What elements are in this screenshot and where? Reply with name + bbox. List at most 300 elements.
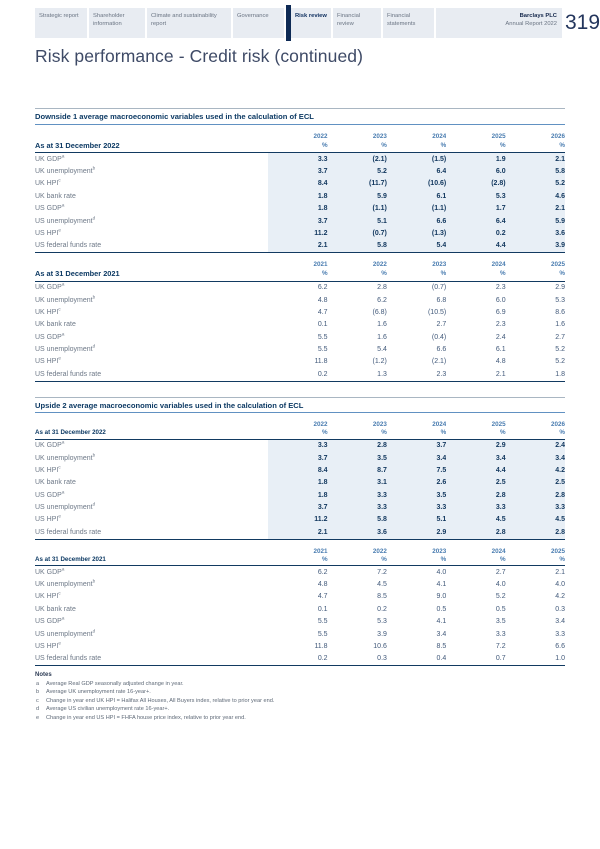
row-label: UK unemployment$^b$ — [35, 294, 96, 304]
row-label: US HPI$^e$ — [35, 356, 61, 366]
cell-value: 3.3 — [446, 501, 505, 513]
as-at-label: As at 31 December 2022 — [35, 140, 268, 153]
note-letter: d — [36, 706, 40, 713]
row-label: US unemployment$^d$ — [35, 628, 96, 638]
cell-value: 5.8 — [328, 514, 387, 526]
cell-value: 3.3 — [495, 630, 506, 638]
as-at-label: As at 31 December 2021 — [35, 555, 268, 566]
nav-tab-shareholder-information[interactable]: Shareholder information — [89, 8, 145, 38]
table-corner — [35, 540, 268, 555]
table-row-us-hpi — [35, 640, 565, 652]
cell-value: 3.7 — [268, 501, 327, 513]
cell-value: 6.9 — [495, 308, 506, 316]
cell-value: 3.3 — [328, 489, 387, 501]
cell-value: 4.2 — [555, 593, 565, 601]
cell-value: 8.6 — [555, 308, 565, 316]
cell-value: 0.5 — [436, 605, 447, 613]
table-row-us-gdp — [35, 489, 565, 501]
cell-value: 9.0 — [436, 593, 447, 601]
percent-header-row — [35, 268, 565, 281]
cell-value: 11.8 — [314, 642, 328, 650]
cell-value: 5.2 — [555, 358, 565, 366]
cell-value: 4.0 — [555, 581, 565, 589]
cell-value: 3.4 — [555, 618, 565, 626]
row-label: UK bank rate — [35, 192, 76, 200]
cell-value: 0.2 — [268, 653, 327, 666]
cell-value: (0.4) — [431, 333, 447, 341]
cell-value: 2.8 — [446, 526, 505, 539]
cell-value: 3.5 — [328, 452, 387, 464]
note-item-c — [35, 697, 565, 705]
cell-value: 2.8 — [446, 489, 505, 501]
section-title: Upside 2 average macroeconomic variables used in the calculation of ECL — [35, 397, 565, 414]
table-row-uk-gdp — [35, 153, 565, 166]
content — [35, 108, 565, 722]
cell-value: 8.5 — [377, 593, 387, 601]
cell-value: (1.3) — [387, 227, 446, 239]
note-item-e — [35, 714, 565, 722]
cell-value: 3.3 — [328, 501, 387, 513]
table-row-uk-unemployment — [35, 578, 565, 590]
cell-value: 4.0 — [495, 581, 506, 589]
cell-value: 2.3 — [495, 284, 506, 292]
row-label: US unemployment$^d$ — [35, 501, 96, 512]
cell-value: 3.3 — [506, 501, 565, 513]
cell-value: 8.5 — [436, 642, 447, 650]
percent-header: % — [328, 140, 387, 153]
table-row-us-gdp — [35, 616, 565, 628]
cell-value: 3.7 — [268, 215, 327, 227]
cell-value: (1.1) — [328, 203, 387, 215]
cell-value: 4.7 — [317, 593, 328, 601]
note-text: Average Real GDP seasonally adjusted change in year. — [46, 681, 184, 687]
cell-value: 5.9 — [328, 190, 387, 202]
table-row-us-gdp — [35, 203, 565, 215]
year-header: 2021 — [313, 547, 328, 555]
year-header: 2024 — [491, 547, 506, 555]
cell-value: 0.3 — [328, 653, 387, 666]
table-row-uk-bank-rate — [35, 319, 565, 331]
cell-value: 3.5 — [387, 489, 446, 501]
cell-value: 0.5 — [495, 605, 506, 613]
cell-value: 3.4 — [506, 452, 565, 464]
cell-value: (1.1) — [387, 203, 446, 215]
cell-value: 6.2 — [317, 568, 328, 576]
cell-value: 5.2 — [495, 593, 506, 601]
row-label: US GDP$^a$ — [35, 489, 65, 499]
header — [35, 8, 600, 38]
cell-value: 6.6 — [436, 346, 447, 354]
cell-value: (11.7) — [328, 178, 387, 190]
cell-value: 0.1 — [317, 605, 328, 613]
cell-value: (6.8) — [372, 308, 387, 316]
cell-value: 2.1 — [506, 153, 565, 166]
note-text: Average UK unemployment rate 16-year+. — [46, 689, 151, 696]
percent-header-row — [35, 428, 565, 439]
year-header: 2025 — [491, 132, 506, 140]
table-row-uk-unemployment — [35, 165, 565, 177]
cell-value: 5.4 — [387, 240, 446, 253]
year-header: 2024 — [432, 132, 447, 140]
cell-value: 2.9 — [387, 526, 446, 539]
cell-value: 2.1 — [446, 368, 505, 381]
cell-value: 2.5 — [446, 477, 505, 489]
cell-value: 3.9 — [506, 240, 565, 253]
table-row-us-federal-funds-rate — [35, 240, 565, 253]
row-label: UK GDP$^a$ — [35, 566, 65, 576]
row-label: UK GDP$^a$ — [35, 153, 65, 163]
row-label: US HPI$^e$ — [35, 640, 61, 650]
year-header: 2022 — [372, 261, 387, 268]
table-row-us-unemployment — [35, 628, 565, 640]
cell-value: 11.2 — [268, 514, 327, 526]
percent-header: % — [506, 555, 565, 566]
cell-value: 7.2 — [377, 568, 387, 576]
percent-header: % — [506, 428, 565, 439]
page-number: 319 — [565, 11, 600, 34]
year-header: 2022 — [313, 421, 328, 428]
note-letter: b — [36, 689, 40, 696]
cell-value: 5.5 — [317, 618, 328, 626]
table-row-us-gdp — [35, 331, 565, 343]
cell-value: 2.3 — [387, 368, 446, 381]
cell-value: 1.8 — [268, 489, 327, 501]
year-header: 2026 — [550, 132, 565, 140]
cell-value: 1.7 — [446, 203, 505, 215]
cell-value: 3.6 — [506, 227, 565, 239]
cell-value: 1.9 — [446, 153, 505, 166]
row-label: UK unemployment$^b$ — [35, 165, 96, 176]
table-row-us-federal-funds-rate — [35, 653, 565, 666]
table-row-us-unemployment — [35, 501, 565, 513]
table-row-uk-gdp — [35, 566, 565, 579]
table-row-us-federal-funds-rate — [35, 368, 565, 381]
cell-value: 5.1 — [328, 215, 387, 227]
cell-value: 1.0 — [506, 653, 565, 666]
year-header-row — [35, 540, 565, 555]
cell-value: 3.9 — [377, 630, 387, 638]
cell-value: 2.1 — [268, 240, 327, 253]
percent-header: % — [387, 140, 446, 153]
cell-value: 0.1 — [317, 321, 328, 329]
row-label: US federal funds rate — [35, 368, 268, 381]
note-text: Change in year end US HPI = FHFA house price index, relative to prior year end. — [46, 714, 246, 721]
note-text: Change in year end UK HPI = Halifax All Houses, All Buyers index, relative to prior year end. — [46, 697, 275, 704]
cell-value: 3.5 — [495, 618, 506, 626]
cell-value: 4.7 — [317, 308, 328, 316]
percent-header: % — [446, 428, 505, 439]
percent-header: % — [446, 268, 505, 281]
year-header-row — [35, 253, 565, 268]
cell-value: 2.4 — [506, 439, 565, 452]
cell-value: 2.6 — [387, 477, 446, 489]
cell-value: 2.3 — [495, 321, 506, 329]
cell-value: 4.4 — [446, 240, 505, 253]
section-title: Downside 1 average macroeconomic variables used in the calculation of ECL — [35, 108, 565, 125]
note-text: Average US civilian unemployment rate 16-year+. — [46, 706, 170, 713]
cell-value: 0.7 — [446, 653, 505, 666]
table-corner — [35, 413, 268, 428]
cell-value: 10.6 — [373, 642, 387, 650]
cell-value: 1.8 — [268, 203, 327, 215]
cell-value: 2.7 — [436, 321, 447, 329]
brand-report-year: Annual Report 2022 — [505, 21, 557, 28]
percent-header: % — [446, 555, 505, 566]
row-label: US GDP$^a$ — [35, 202, 65, 213]
table-row-us-unemployment — [35, 343, 565, 355]
cell-value: 3.4 — [387, 452, 446, 464]
cell-value: 5.3 — [446, 190, 505, 202]
cell-value: 0.2 — [446, 227, 505, 239]
cell-value: 5.8 — [506, 165, 565, 177]
cell-value: (0.7) — [431, 284, 447, 292]
as-at-label: As at 31 December 2021 — [35, 268, 268, 281]
percent-header: % — [268, 268, 327, 281]
year-header: 2025 — [491, 421, 506, 428]
cell-value: 7.2 — [495, 642, 506, 650]
note-letter: a — [36, 681, 40, 687]
row-label: UK GDP$^a$ — [35, 439, 65, 450]
cell-value: (10.6) — [387, 178, 446, 190]
cell-value: 2.7 — [555, 333, 565, 341]
cell-value: 2.1 — [268, 526, 327, 539]
as-at-label: As at 31 December 2022 — [35, 428, 268, 439]
cell-value: 11.8 — [314, 358, 328, 366]
year-header: 2023 — [432, 261, 447, 268]
cell-value: 8.4 — [268, 178, 327, 190]
cell-value: 3.7 — [268, 165, 327, 177]
percent-header: % — [387, 428, 446, 439]
cell-value: 11.2 — [268, 227, 327, 239]
cell-value: 2.8 — [506, 526, 565, 539]
note-item-b — [35, 688, 565, 696]
cell-value: 4.5 — [446, 514, 505, 526]
cell-value: 4.1 — [436, 618, 447, 626]
year-header: 2024 — [432, 421, 447, 428]
cell-value: (2.8) — [446, 178, 505, 190]
cell-value: 4.8 — [317, 581, 328, 589]
cell-value: 8.4 — [268, 464, 327, 476]
cell-value: 1.3 — [328, 368, 387, 381]
cell-value: 5.2 — [506, 178, 565, 190]
cell-value: 3.1 — [328, 477, 387, 489]
cell-value: 2.5 — [506, 477, 565, 489]
year-header: 2023 — [372, 132, 387, 140]
row-label: UK bank rate — [35, 605, 76, 613]
note-item-d — [35, 705, 565, 713]
cell-value: 4.5 — [506, 514, 565, 526]
cell-value: 3.3 — [268, 439, 327, 452]
percent-header: % — [506, 268, 565, 281]
cell-value: 5.1 — [387, 514, 446, 526]
cell-value: 2.1 — [506, 203, 565, 215]
row-label: US HPI$^e$ — [35, 514, 61, 524]
macro-table-as-at-31-december-2022 — [35, 125, 565, 254]
percent-header: % — [268, 140, 327, 153]
year-header: 2024 — [491, 261, 506, 268]
row-label: US GDP$^a$ — [35, 615, 65, 626]
cell-value: 3.4 — [446, 452, 505, 464]
cell-value: 6.8 — [436, 296, 447, 304]
cell-value: 4.8 — [495, 358, 506, 366]
cell-value: 3.6 — [328, 526, 387, 539]
table-row-uk-bank-rate — [35, 477, 565, 489]
table-row-us-federal-funds-rate — [35, 526, 565, 539]
cell-value: 0.2 — [268, 368, 327, 381]
row-label: US GDP$^a$ — [35, 331, 65, 341]
cell-value: 3.3 — [268, 153, 327, 166]
cell-value: (10.5) — [427, 308, 447, 316]
brand-name: Barclays PLC — [519, 13, 557, 19]
cell-value: 3.4 — [436, 630, 447, 638]
percent-header: % — [328, 555, 387, 566]
header-tabs — [35, 8, 434, 38]
nav-tab-strategic-report[interactable]: Strategic report — [35, 8, 87, 38]
macro-table-as-at-31-december-2021 — [35, 540, 565, 667]
cell-value: 5.8 — [328, 240, 387, 253]
brand-box — [436, 8, 562, 38]
table-row-uk-bank-rate — [35, 603, 565, 615]
cell-value: 4.1 — [436, 581, 447, 589]
percent-header: % — [328, 268, 387, 281]
table-row-uk-hpi — [35, 178, 565, 190]
cell-value: 2.8 — [328, 439, 387, 452]
row-label: UK unemployment$^b$ — [35, 578, 96, 589]
notes-list — [35, 680, 565, 722]
table-row-uk-unemployment — [35, 452, 565, 464]
row-label: UK HPI$^c$ — [35, 178, 61, 188]
year-header: 2023 — [432, 547, 447, 555]
cell-value: 5.3 — [555, 296, 565, 304]
row-label: US federal funds rate — [35, 526, 268, 539]
cell-value: 5.9 — [506, 215, 565, 227]
cell-value: (0.7) — [328, 227, 387, 239]
table-row-uk-hpi — [35, 464, 565, 476]
row-label: US federal funds rate — [35, 653, 268, 666]
cell-value: 8.7 — [328, 464, 387, 476]
table-row-us-hpi — [35, 356, 565, 368]
section-upside-2 — [35, 397, 565, 667]
row-label: UK unemployment$^b$ — [35, 452, 96, 462]
cell-value: 6.2 — [317, 284, 328, 292]
table-row-us-hpi — [35, 227, 565, 239]
percent-header: % — [268, 428, 327, 439]
cell-value: 6.0 — [495, 296, 506, 304]
row-label: UK HPI$^c$ — [35, 591, 61, 601]
cell-value: 6.6 — [387, 215, 446, 227]
year-header-row — [35, 413, 565, 428]
table-row-uk-hpi — [35, 306, 565, 318]
cell-value: (2.1) — [328, 153, 387, 166]
cell-value: 6.1 — [495, 346, 506, 354]
nav-tab-financial-review[interactable]: Financial review — [333, 8, 381, 38]
cell-value: 3.7 — [387, 439, 446, 452]
table-row-us-hpi — [35, 514, 565, 526]
table-row-uk-hpi — [35, 591, 565, 603]
cell-value: 3.3 — [387, 501, 446, 513]
cell-value: 6.0 — [446, 165, 505, 177]
notes-title: Notes — [35, 672, 52, 678]
cell-value: 1.8 — [268, 477, 327, 489]
year-header: 2025 — [550, 547, 565, 555]
note-item-a — [35, 680, 565, 688]
cell-value: (2.1) — [431, 358, 447, 366]
year-header: 2022 — [313, 132, 328, 140]
row-label: UK HPI$^c$ — [35, 306, 61, 316]
cell-value: 2.1 — [555, 568, 565, 576]
cell-value: 3.3 — [555, 630, 565, 638]
nav-tab-financial-statements[interactable]: Financial statements — [383, 8, 434, 38]
cell-value: 0.4 — [387, 653, 446, 666]
cell-value: 6.1 — [387, 190, 446, 202]
nav-tab-climate-and-sustainability-report[interactable]: Climate and sustainability report — [147, 8, 231, 38]
row-label: UK GDP$^a$ — [35, 281, 65, 292]
cell-value: 3.7 — [268, 452, 327, 464]
percent-header: % — [387, 268, 446, 281]
table-row-uk-gdp — [35, 281, 565, 294]
percent-header-row — [35, 555, 565, 566]
cell-value: 5.5 — [317, 630, 328, 638]
cell-value: 5.5 — [317, 346, 328, 354]
percent-header: % — [387, 555, 446, 566]
row-label: UK bank rate — [35, 321, 76, 329]
table-row-uk-unemployment — [35, 294, 565, 306]
notes — [35, 671, 565, 722]
nav-tab-governance[interactable]: Governance — [233, 8, 284, 38]
year-header-row — [35, 125, 565, 140]
row-label: US unemployment$^d$ — [35, 215, 96, 225]
cell-value: 6.2 — [377, 296, 387, 304]
cell-value: 6.6 — [555, 642, 565, 650]
macro-table-as-at-31-december-2021 — [35, 253, 565, 382]
cell-value: 2.4 — [495, 333, 506, 341]
cell-value: 0.2 — [377, 605, 387, 613]
year-header: 2021 — [313, 261, 328, 268]
cell-value: (1.2) — [372, 358, 387, 366]
year-header: 2022 — [372, 547, 387, 555]
row-label: US HPI$^e$ — [35, 227, 61, 237]
percent-header-row — [35, 140, 565, 153]
cell-value: 1.8 — [506, 368, 565, 381]
table-corner — [35, 125, 268, 140]
row-label: UK bank rate — [35, 479, 76, 487]
cell-value: 5.2 — [328, 165, 387, 177]
cell-value: 4.6 — [506, 190, 565, 202]
cell-value: 5.5 — [317, 333, 328, 341]
macro-table-as-at-31-december-2022 — [35, 413, 565, 540]
cell-value: 4.2 — [506, 464, 565, 476]
cell-value: 5.2 — [555, 346, 565, 354]
cell-value: 2.9 — [555, 284, 565, 292]
table-row-us-unemployment — [35, 215, 565, 227]
section-downside-1 — [35, 108, 565, 382]
cell-value: 1.6 — [555, 321, 565, 329]
cell-value: 4.4 — [446, 464, 505, 476]
cell-value: 4.0 — [436, 568, 447, 576]
nav-tab-risk-review[interactable]: Risk review — [286, 8, 331, 38]
year-header: 2026 — [550, 421, 565, 428]
cell-value: 1.8 — [268, 190, 327, 202]
percent-header: % — [328, 428, 387, 439]
year-header: 2023 — [372, 421, 387, 428]
row-label: UK HPI$^c$ — [35, 464, 61, 474]
note-letter: e — [36, 714, 40, 721]
note-letter: c — [36, 697, 39, 704]
cell-value: 1.6 — [377, 321, 387, 329]
cell-value: (1.5) — [387, 153, 446, 166]
cell-value: 2.9 — [446, 439, 505, 452]
year-header: 2025 — [550, 261, 565, 268]
